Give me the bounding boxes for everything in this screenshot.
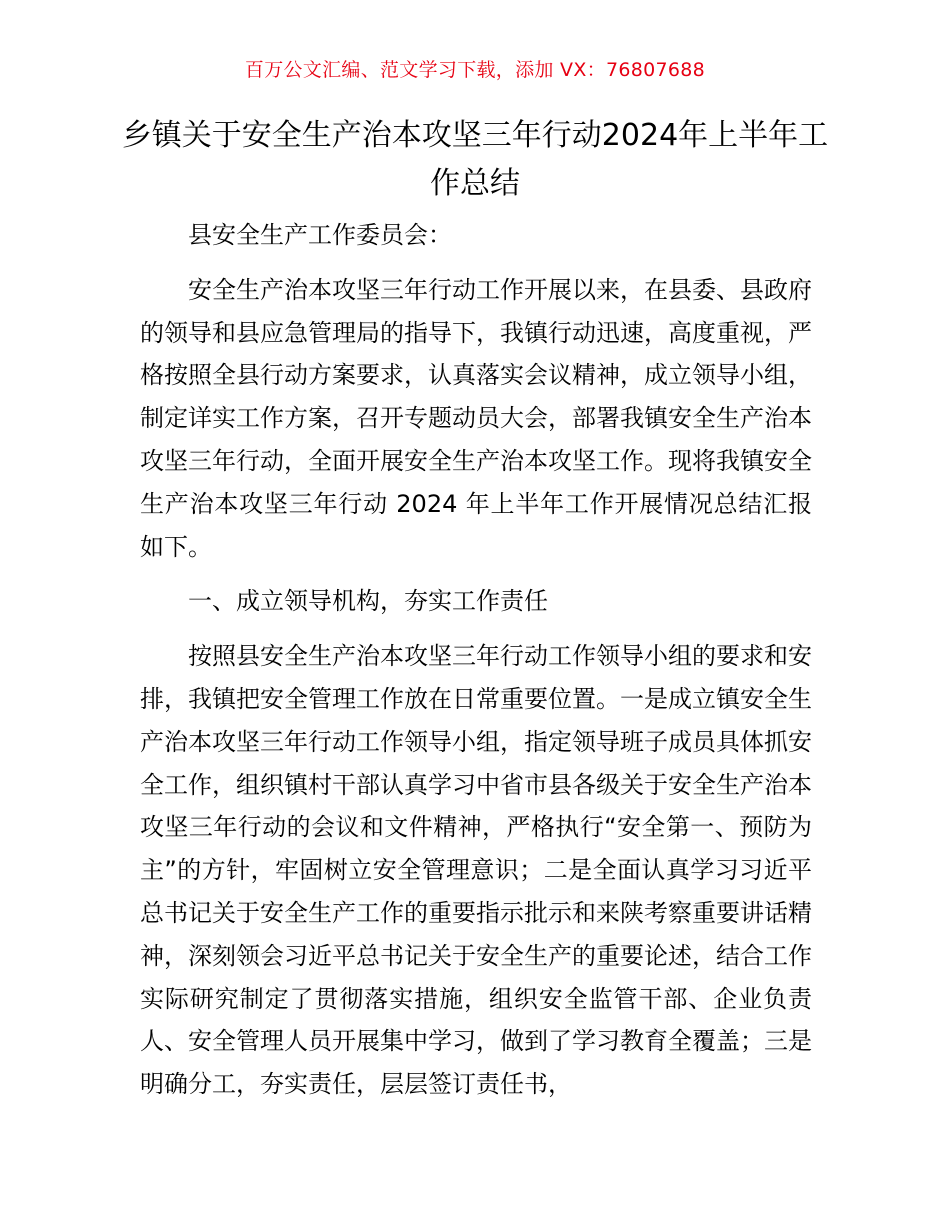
salutation: 县安全生产工作委员会： <box>188 221 452 249</box>
paragraph-intro: 安全生产治本攻坚三年行动工作开展以来，在县委、县政府的领导和县应急管理局的指导下，我镇行动迅速，高度重视，严格按照全县行动方案要求，认真落实会议精神，成立领导小组，制定详实工作方案，召开专题动员大会，部署我镇安全生产治本攻坚三年行动，全面开展安全生产治本攻坚工作。现将我镇安全生产治本攻坚三年行动 2024 年上半年工作开展情况总结汇报如下。 <box>140 275 812 561</box>
paragraph-section-1: 按照县安全生产治本攻坚三年行动工作领导小组的要求和安排，我镇把安全管理工作放在日常重要位置。一是成立镇安全生产治本攻坚三年行动工作领导小组，指定领导班子成员具体抓安全工作，组织镇村干部认真学习中省市县各级关于安全生产治本攻坚三年行动的会议和文件精神，严格执行“安全第一、预防为主”的方针，牢固树立安全管理意识；二是全面认真学习习近平总书记关于安全生产工作的重要指示批示和来陕考察重要讲话精神，深刻领会习近平总书记关于安全生产的重要论述，结合工作实际研究制定了贯彻落实措施，组织安全监管干部、企业负责人、安全管理人员开展集中学习，做到了学习教育全覆盖；三是明确分工，夯实责任，层层签订责任书， <box>140 642 812 1099</box>
header-banner: 百万公文汇编、范文学习下载，添加 VX：76807688 <box>244 59 706 81</box>
document-body <box>140 214 812 1106</box>
section-heading-1: 一、成立领导机构，夯实工作责任 <box>188 587 548 616</box>
document-title: 乡镇关于安全生产治本攻坚三年行动2024年上半年工作总结 <box>121 118 829 201</box>
